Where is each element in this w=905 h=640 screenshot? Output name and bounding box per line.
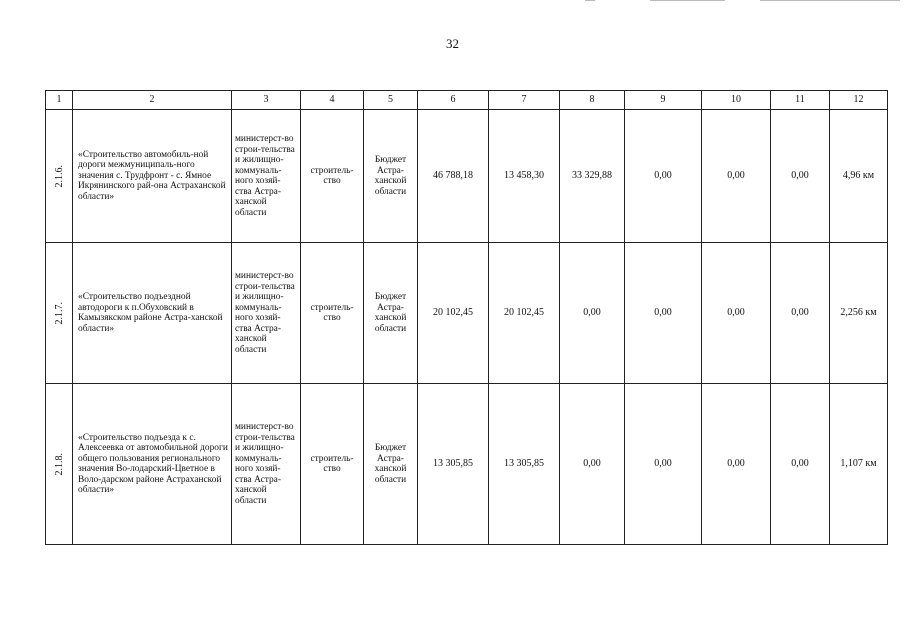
value-col8: 0,00	[560, 243, 625, 384]
column-number: 1	[46, 91, 73, 110]
value-col11: 0,00	[771, 110, 830, 243]
column-number: 8	[560, 91, 625, 110]
value-col6: 13 305,85	[418, 384, 489, 545]
column-number: 4	[301, 91, 364, 110]
program-table	[45, 90, 888, 545]
executor: министерст-во строи-тельства и жилищно-коммуналь-ного хозяй-ства Астра-ханской области	[232, 384, 301, 545]
value-col11: 0,00	[771, 243, 830, 384]
column-number-row	[46, 91, 888, 110]
value-col9: 0,00	[625, 110, 702, 243]
column-number: 10	[702, 91, 771, 110]
column-number: 9	[625, 91, 702, 110]
value-col7: 13 458,30	[489, 110, 560, 243]
scan-artifact-line	[760, 0, 900, 1]
work-type: строитель-ство	[301, 384, 364, 545]
value-col6: 46 788,18	[418, 110, 489, 243]
table-row	[46, 384, 888, 545]
column-number: 11	[771, 91, 830, 110]
project-name: «Строительство подъезда к с. Алексеевка от автомобильной дороги общего пользования регионального значения Во-лодарский-Цветное в Воло-дарском районе Астраханской области»	[73, 384, 232, 545]
row-id: 2.1.6.	[54, 164, 65, 188]
value-col8: 0,00	[560, 384, 625, 545]
road-length: 1,107 км	[830, 384, 888, 545]
project-name: «Строительство подъездной автодороги к п.Обуховский в Камызякском районе Астра-ханской области»	[73, 243, 232, 384]
column-number: 2	[73, 91, 232, 110]
work-type: строитель-ство	[301, 110, 364, 243]
value-col9: 0,00	[625, 243, 702, 384]
value-col7: 13 305,85	[489, 384, 560, 545]
funding-source: Бюджет Астра-ханской области	[364, 384, 418, 545]
scan-artifact-line	[650, 0, 725, 1]
page-number: 32	[446, 36, 459, 51]
value-col9: 0,00	[625, 384, 702, 545]
row-id-cell	[46, 110, 73, 243]
funding-source: Бюджет Астра-ханской области	[364, 110, 418, 243]
value-col10: 0,00	[702, 243, 771, 384]
row-id: 2.1.7.	[54, 301, 65, 325]
table-row	[46, 110, 888, 243]
column-number: 7	[489, 91, 560, 110]
funding-source: Бюджет Астра-ханской области	[364, 243, 418, 384]
row-id-cell	[46, 384, 73, 545]
value-col11: 0,00	[771, 384, 830, 545]
column-number: 12	[830, 91, 888, 110]
road-length: 4,96 км	[830, 110, 888, 243]
row-id: 2.1.8.	[54, 452, 65, 476]
value-col6: 20 102,45	[418, 243, 489, 384]
column-number: 5	[364, 91, 418, 110]
row-id-cell	[46, 243, 73, 384]
value-col10: 0,00	[702, 384, 771, 545]
table-row	[46, 243, 888, 384]
road-length: 2,256 км	[830, 243, 888, 384]
value-col10: 0,00	[702, 110, 771, 243]
column-number: 3	[232, 91, 301, 110]
project-name: «Строительство автомобиль-ной дороги межмуниципаль-ного значения с. Трудфронт - с. Ямное Икрянинского рай-она Астраханской области»	[73, 110, 232, 243]
work-type: строитель-ство	[301, 243, 364, 384]
executor: министерст-во строи-тельства и жилищно-коммуналь-ного хозяй-ства Астра-ханской области	[232, 110, 301, 243]
value-col8: 33 329,88	[560, 110, 625, 243]
scan-artifact-line	[585, 0, 595, 1]
value-col7: 20 102,45	[489, 243, 560, 384]
executor: министерст-во строи-тельства и жилищно-коммуналь-ного хозяй-ства Астра-ханской области	[232, 243, 301, 384]
column-number: 6	[418, 91, 489, 110]
